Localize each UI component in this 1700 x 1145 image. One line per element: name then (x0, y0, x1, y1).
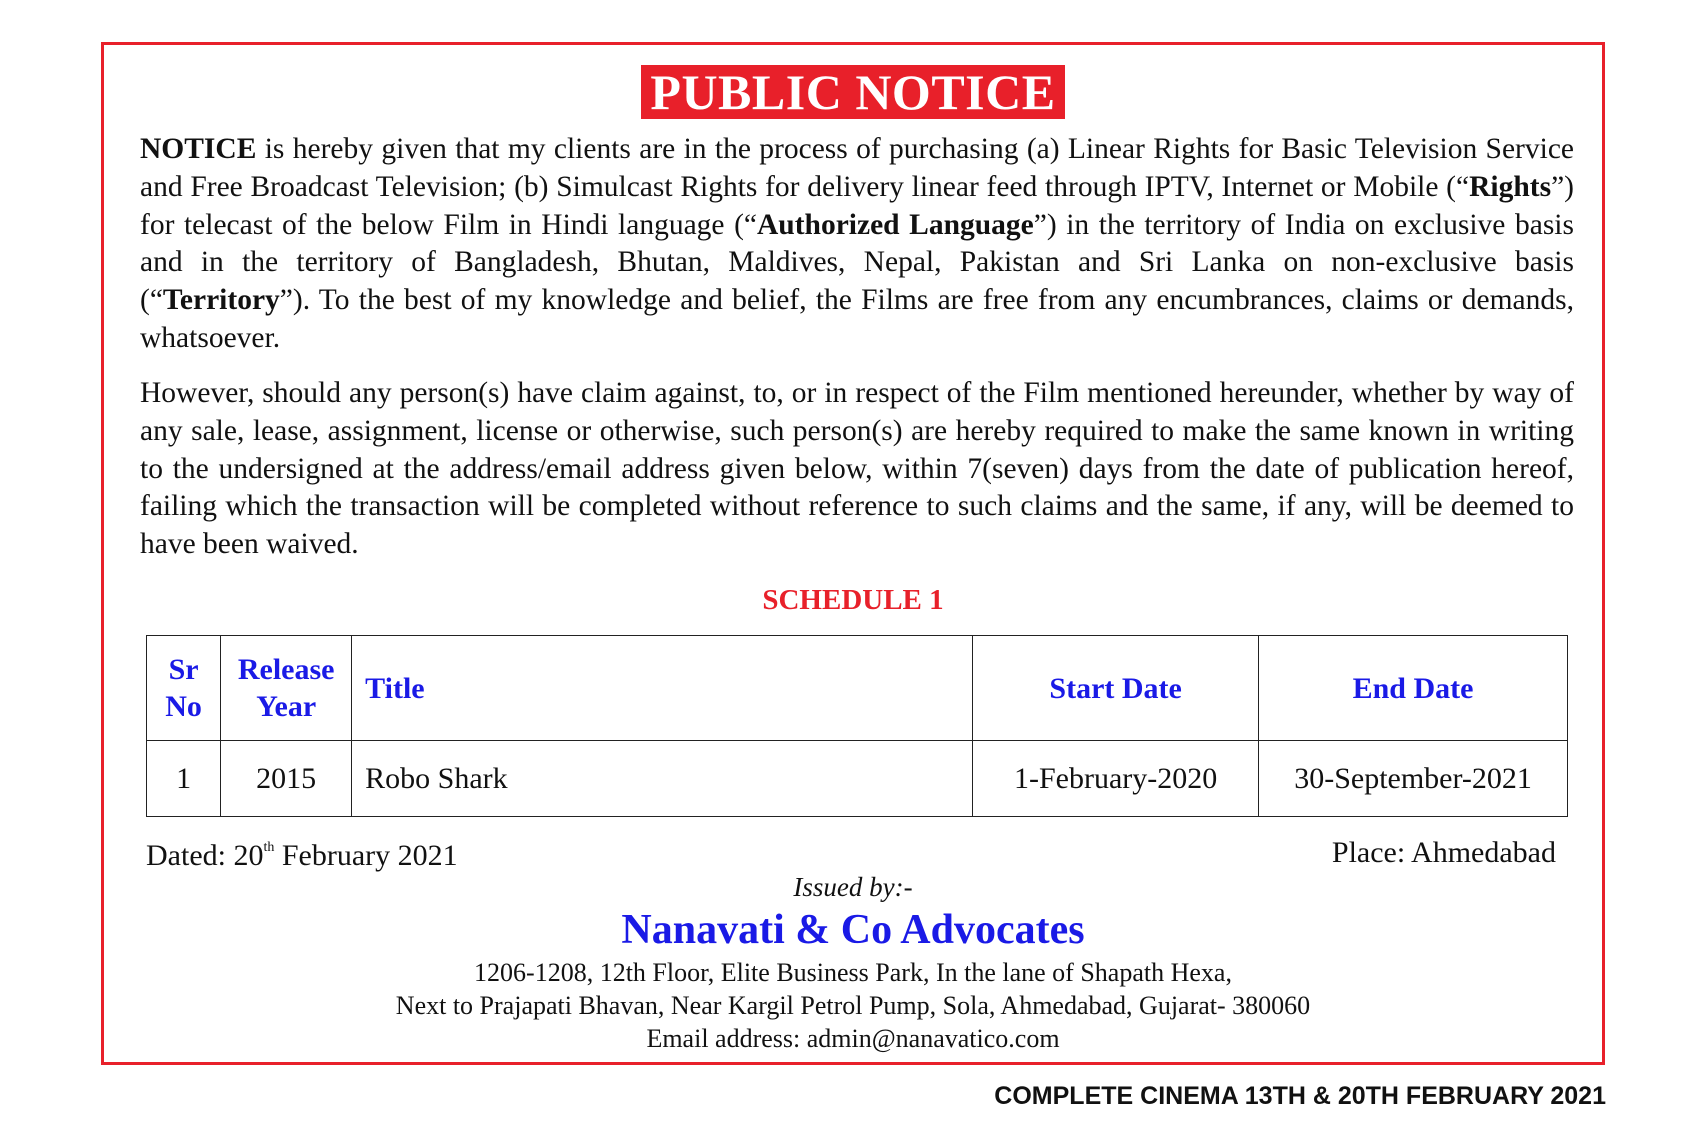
sr-header-line1: Sr (168, 653, 199, 686)
paragraph-text: ”). To the best of my knowledge and belief, the Films are free from any encumbrances, claims or demands, whatsoever. (140, 284, 1574, 354)
cell-start-date: 1-February-2020 (973, 741, 1259, 817)
col-header-sr-no (147, 636, 221, 741)
publication-footer: COMPLETE CINEMA 13TH & 20TH FEBRUARY 2021 (994, 1082, 1606, 1110)
dated-line (146, 831, 458, 873)
table-row (147, 741, 1568, 817)
place-line: Place: Ahmedabad (1331, 836, 1556, 869)
dated-ordinal: th (263, 840, 275, 855)
firm-name: Nanavati & Co Advocates (621, 907, 1085, 953)
address-line-1: 1206-1208, 12th Floor, Elite Business Park, In the lane of Shapath Hexa, (474, 958, 1232, 987)
table-header-row (147, 636, 1568, 741)
dated-rest: February 2021 (274, 839, 458, 872)
cell-release-year: 2015 (221, 741, 352, 817)
issued-by: Issued by:- (793, 872, 913, 902)
bold-term: NOTICE (140, 133, 257, 165)
cell-sr-no: 1 (147, 741, 221, 817)
address-line-2: Next to Prajapati Bhavan, Near Kargil Petrol Pump, Sola, Ahmedabad, Gujarat- 380060 (395, 991, 1311, 1020)
col-header-title: Title (352, 636, 973, 741)
notice-border (101, 42, 1605, 1065)
schedule-table (146, 635, 1568, 817)
bold-term: Territory (162, 284, 280, 317)
title-wrap (104, 65, 1602, 119)
schedule-heading: SCHEDULE 1 (762, 584, 944, 616)
notice-paragraph-1 (140, 131, 1574, 358)
sr-header-line2: No (165, 690, 202, 723)
year-header-line1: Release (237, 653, 335, 686)
col-header-end-date: End Date (1259, 636, 1568, 741)
col-header-start-date: Start Date (973, 636, 1259, 741)
col-header-release-year (221, 636, 352, 741)
bold-term: Rights (1469, 170, 1552, 203)
notice-title: PUBLIC NOTICE (641, 65, 1064, 119)
cell-title: Robo Shark (352, 741, 973, 817)
paragraph-text: ”) for telecast of the below Film in Hindi language (“ (140, 170, 1574, 241)
paragraph-text: is hereby given that my clients are in the process of purchasing (a) Linear Rights for Basic Television Service and Free Broadcast Television; (b) Simulcast Rights for delivery linear feed through IPTV, Internet or Mobile (“ (140, 133, 1574, 203)
cell-end-date: 30-September-2021 (1259, 741, 1568, 817)
dated-label: Dated: 20 (146, 839, 264, 872)
bold-term: Authorized Language (757, 208, 1034, 241)
notice-paragraph-2: However, should any person(s) have claim against, to, or in respect of the Film mentioned hereunder, whether by way of any sale, lease, assignment, license or otherwise, such person(s) are hereby required to make the same known in writing to the undersigned at the address/email address given below, within 7(seven) days from the date of publication hereof, failing which the transaction will be completed without reference to such claims and the same, if any, will be deemed to have been waived. (140, 377, 1574, 561)
email-line: Email address: admin@nanavatico.com (646, 1024, 1060, 1053)
year-header-line2: Year (256, 690, 317, 723)
paragraph-text: ”) in the territory of India on exclusive basis and in the territory of Bangladesh, Bhutan, Maldives, Nepal, Pakistan and Sri Lanka on non-exclusive basis (“ (140, 208, 1574, 317)
